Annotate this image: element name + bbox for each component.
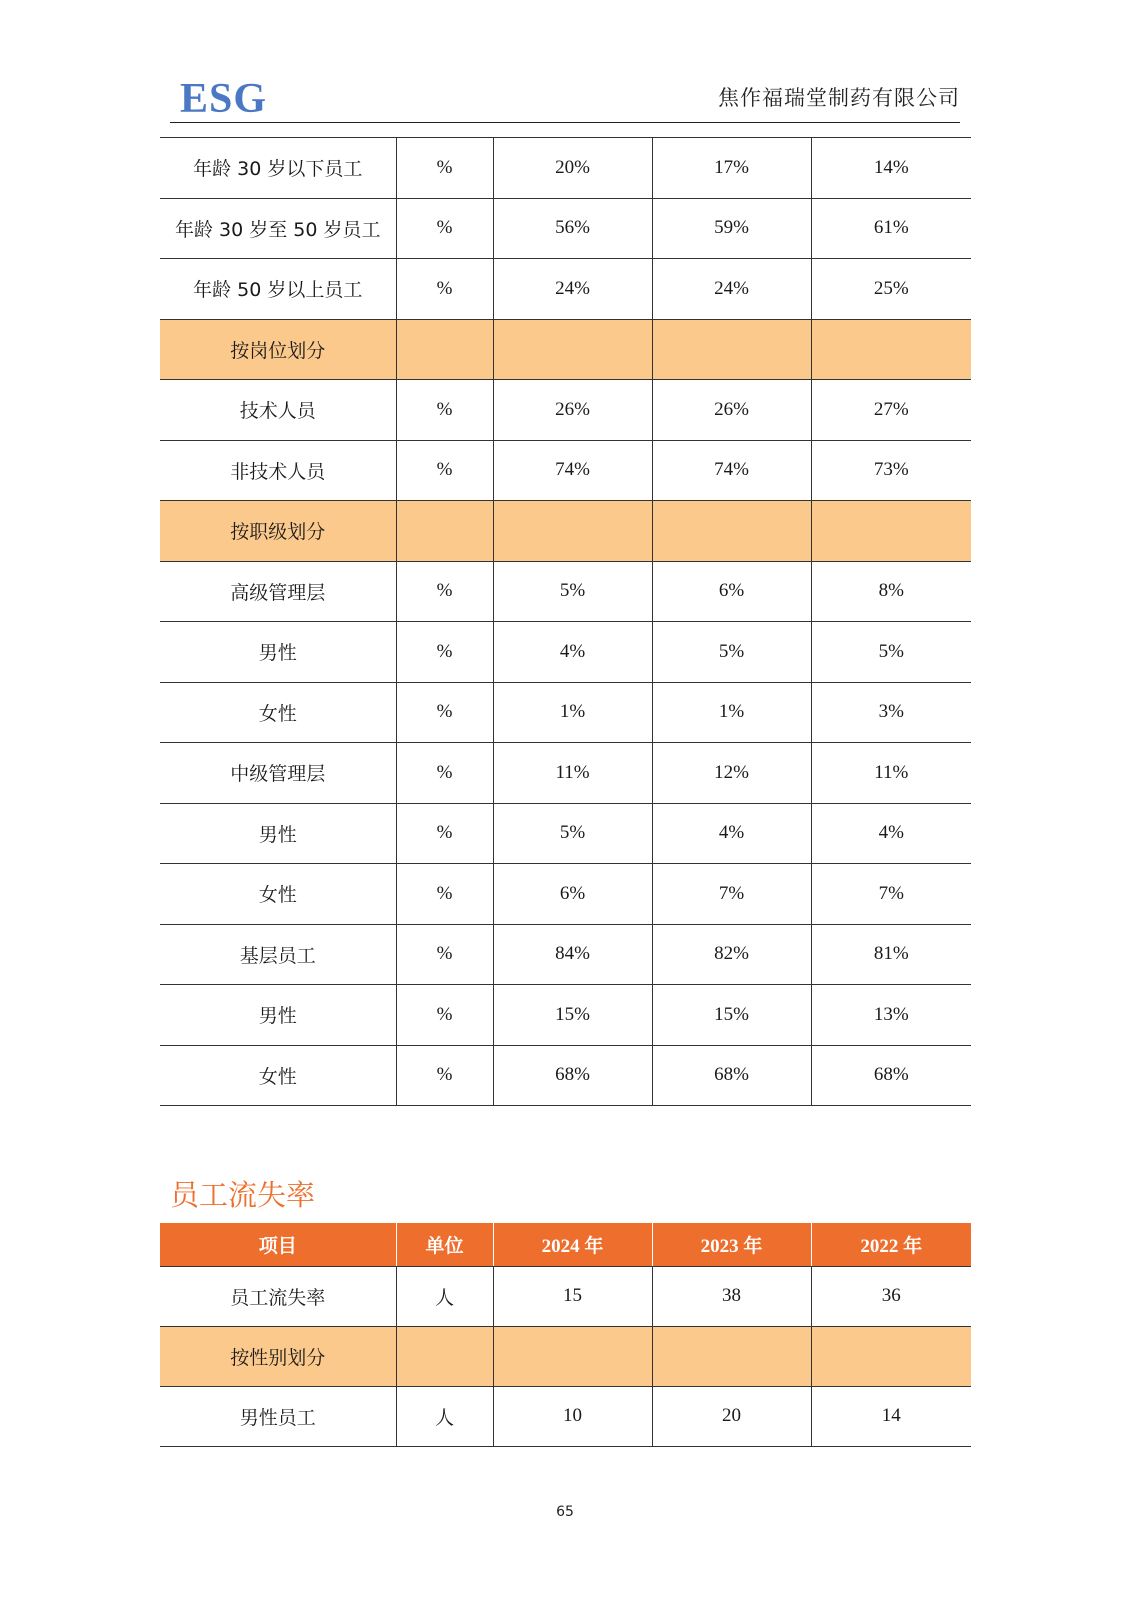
row-label: 男性员工 [160,1386,396,1446]
section-empty-cell [396,501,493,562]
value-cell-2023: 1% [652,682,811,743]
page-header [170,72,960,123]
unit-cell: % [396,1045,493,1106]
value-cell-2024: 11% [493,743,652,804]
section-empty-cell [811,1326,971,1386]
row-label: 员工流失率 [160,1266,396,1326]
value-cell-2022: 7% [811,864,971,925]
row-label: 男性 [160,803,396,864]
unit-cell: % [396,803,493,864]
value-cell-2022: 3% [811,682,971,743]
unit-cell: % [396,985,493,1046]
row-label: 年龄 30 岁以下员工 [160,138,396,199]
section-empty-cell [396,1326,493,1386]
section-empty-cell [811,501,971,562]
section-empty-cell [493,319,652,380]
page-number: 65 [556,1504,574,1520]
unit-cell: % [396,259,493,320]
unit-cell: % [396,864,493,925]
unit-cell: % [396,622,493,683]
table-row [160,682,971,743]
value-cell-2023: 20 [652,1386,811,1446]
value-cell-2024: 5% [493,561,652,622]
table-row [160,803,971,864]
value-cell-2023: 4% [652,803,811,864]
table-row [160,380,971,441]
table-row [160,440,971,501]
value-cell-2024: 1% [493,682,652,743]
table-row [160,924,971,985]
row-label: 女性 [160,682,396,743]
value-cell-2024: 68% [493,1045,652,1106]
value-cell-2023: 68% [652,1045,811,1106]
value-cell-2023: 24% [652,259,811,320]
table-header-row [160,1223,971,1266]
value-cell-2022: 27% [811,380,971,441]
section-empty-cell [652,501,811,562]
value-cell-2024: 4% [493,622,652,683]
value-cell-2024: 84% [493,924,652,985]
value-cell-2022: 36 [811,1266,971,1326]
section-empty-cell [811,319,971,380]
section-empty-cell [493,1326,652,1386]
section-row [160,1326,971,1386]
value-cell-2024: 26% [493,380,652,441]
table-row [160,561,971,622]
employee-composition-table [160,137,971,1106]
turnover-table-body [160,1266,971,1446]
section-row [160,319,971,380]
row-label: 技术人员 [160,380,396,441]
value-cell-2022: 25% [811,259,971,320]
value-cell-2023: 38 [652,1266,811,1326]
unit-cell: % [396,440,493,501]
row-label: 基层员工 [160,924,396,985]
table-row [160,743,971,804]
unit-cell: % [396,561,493,622]
value-cell-2022: 61% [811,198,971,259]
section-row [160,501,971,562]
section-label: 按性别划分 [160,1326,396,1386]
header-item: 项目 [160,1223,396,1266]
row-label: 女性 [160,1045,396,1106]
employee-composition-table-body [160,138,971,1106]
section-empty-cell [493,501,652,562]
table-row [160,1266,971,1326]
value-cell-2023: 12% [652,743,811,804]
header-2024: 2024 年 [493,1223,652,1266]
value-cell-2024: 6% [493,864,652,925]
value-cell-2022: 68% [811,1045,971,1106]
unit-cell: % [396,924,493,985]
value-cell-2023: 82% [652,924,811,985]
section-label: 按岗位划分 [160,319,396,380]
row-label: 女性 [160,864,396,925]
value-cell-2022: 14 [811,1386,971,1446]
unit-cell: % [396,198,493,259]
table-row [160,1045,971,1106]
unit-cell: % [396,138,493,199]
value-cell-2023: 74% [652,440,811,501]
section-title-turnover: 员工流失率 [170,1178,316,1212]
unit-cell: 人 [396,1266,493,1326]
value-cell-2022: 13% [811,985,971,1046]
row-label: 年龄 50 岁以上员工 [160,259,396,320]
value-cell-2022: 8% [811,561,971,622]
table-row [160,1386,971,1446]
unit-cell: % [396,743,493,804]
header-unit: 单位 [396,1223,493,1266]
table-row [160,198,971,259]
table-row [160,864,971,925]
section-empty-cell [652,319,811,380]
unit-cell: % [396,682,493,743]
section-label: 按职级划分 [160,501,396,562]
table-row [160,622,971,683]
unit-cell: 人 [396,1386,493,1446]
value-cell-2024: 74% [493,440,652,501]
row-label: 男性 [160,985,396,1046]
table-row [160,985,971,1046]
section-empty-cell [652,1326,811,1386]
row-label: 中级管理层 [160,743,396,804]
company-name: 焦作福瑞堂制药有限公司 [718,86,960,110]
value-cell-2024: 10 [493,1386,652,1446]
value-cell-2022: 81% [811,924,971,985]
value-cell-2023: 5% [652,622,811,683]
header-2023: 2023 年 [652,1223,811,1266]
value-cell-2022: 11% [811,743,971,804]
value-cell-2022: 5% [811,622,971,683]
table-row [160,259,971,320]
row-label: 男性 [160,622,396,683]
value-cell-2023: 17% [652,138,811,199]
value-cell-2024: 56% [493,198,652,259]
esg-logo: ESG [180,76,268,122]
value-cell-2023: 6% [652,561,811,622]
header-2022: 2022 年 [811,1223,971,1266]
table-row [160,138,971,199]
value-cell-2023: 59% [652,198,811,259]
row-label: 年龄 30 岁至 50 岁员工 [160,198,396,259]
unit-cell: % [396,380,493,441]
row-label: 高级管理层 [160,561,396,622]
value-cell-2024: 24% [493,259,652,320]
row-label: 非技术人员 [160,440,396,501]
value-cell-2024: 5% [493,803,652,864]
value-cell-2024: 20% [493,138,652,199]
value-cell-2023: 7% [652,864,811,925]
value-cell-2022: 4% [811,803,971,864]
section-empty-cell [396,319,493,380]
value-cell-2022: 73% [811,440,971,501]
value-cell-2023: 15% [652,985,811,1046]
value-cell-2023: 26% [652,380,811,441]
turnover-table [160,1223,971,1447]
value-cell-2024: 15% [493,985,652,1046]
value-cell-2022: 14% [811,138,971,199]
value-cell-2024: 15 [493,1266,652,1326]
